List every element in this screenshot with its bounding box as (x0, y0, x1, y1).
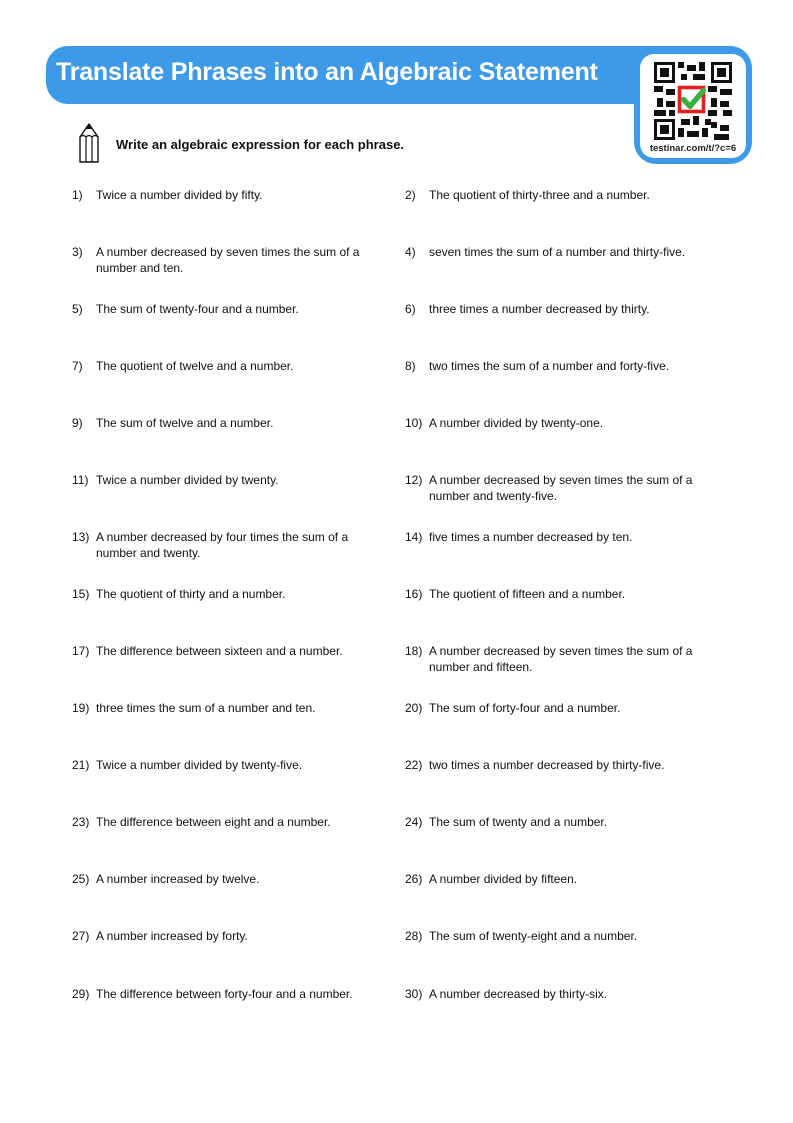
qr-code-icon (654, 62, 732, 140)
qr-card[interactable] (640, 54, 746, 158)
pencil-icon (78, 123, 100, 163)
instruction-text: Write an algebraic expression for each phrase. (116, 137, 405, 152)
page-title: Translate Phrases into an Algebraic Statement (56, 58, 598, 86)
qr-panel (634, 50, 752, 164)
qr-url-label[interactable]: testinar.com/t/?c=6 (649, 143, 737, 154)
